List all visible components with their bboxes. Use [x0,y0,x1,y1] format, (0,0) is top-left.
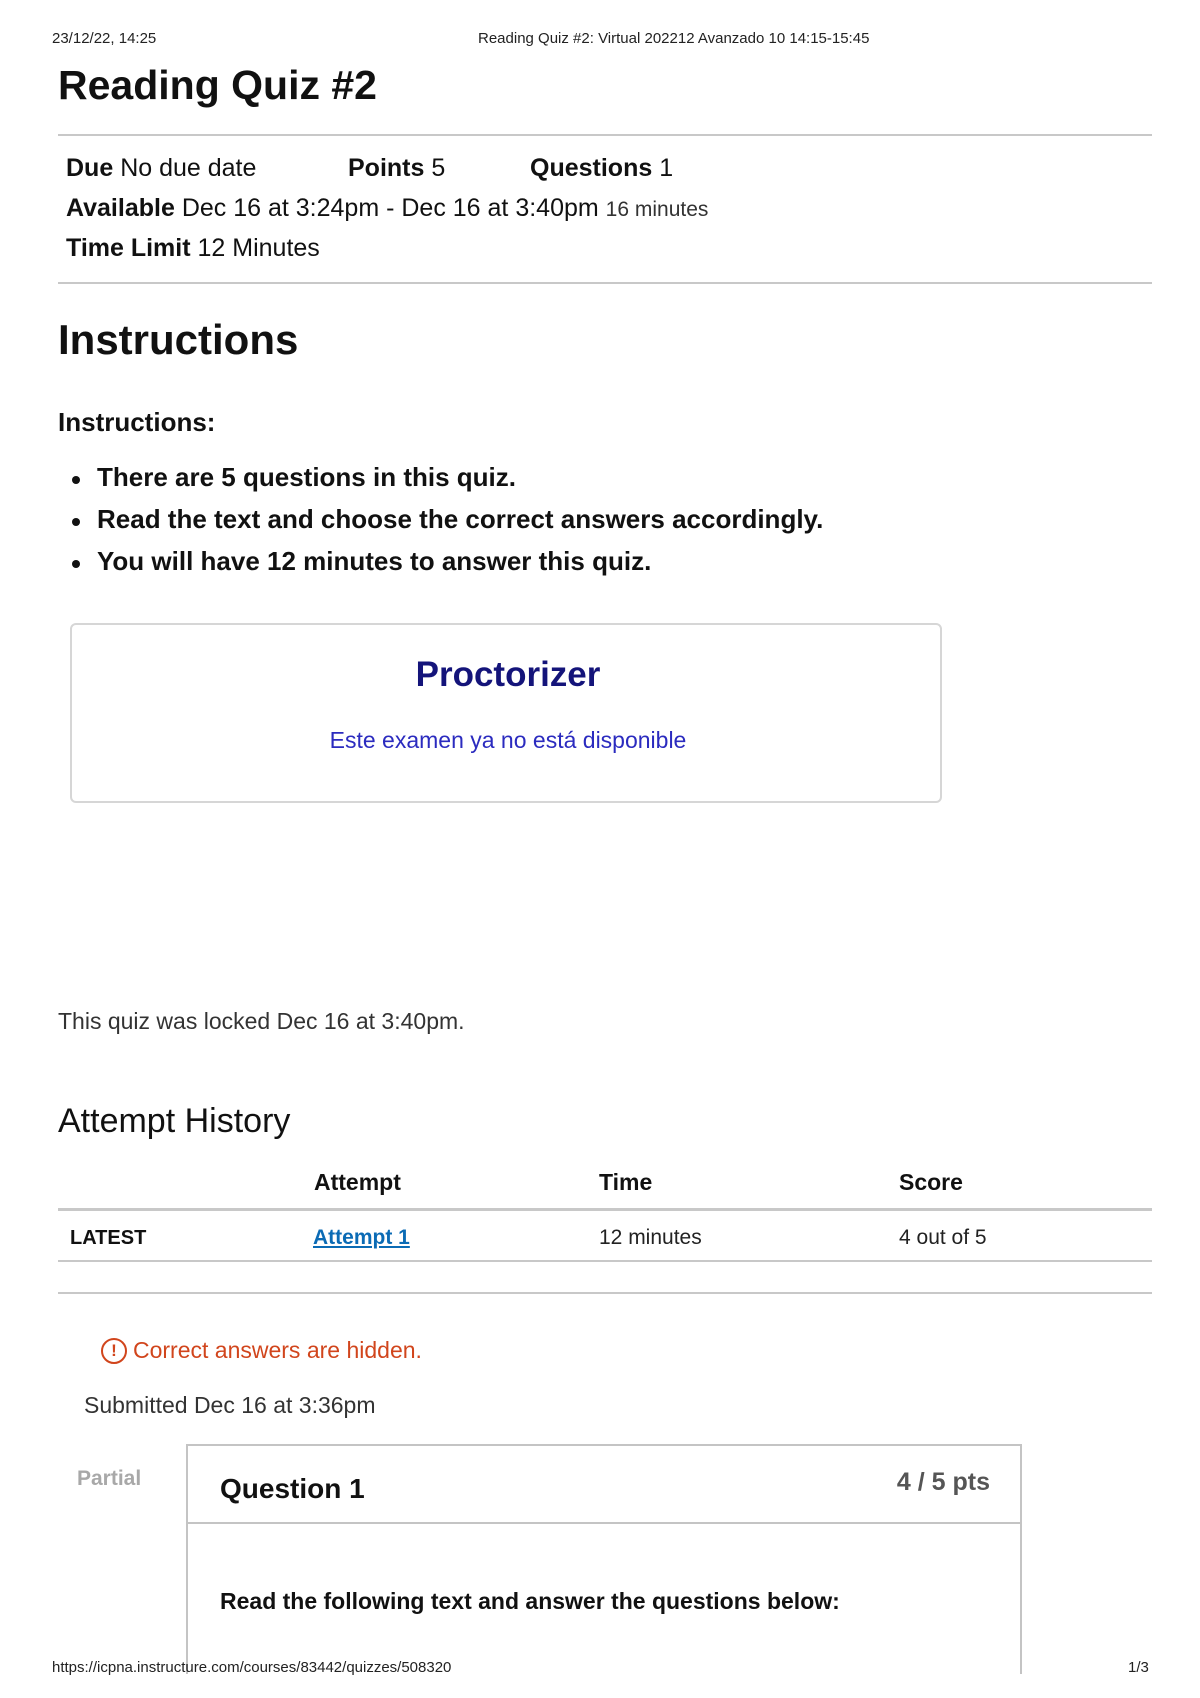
points-value: 5 [431,154,446,182]
divider [58,282,1152,284]
page-title: Reading Quiz #2 [58,62,377,108]
question-points: 4 / 5 pts [896,1468,990,1496]
list-item-text: Read the text and choose the correct answers accordingly. [97,504,824,534]
time-limit-value: 12 Minutes [197,234,320,262]
questions-label: Questions [530,154,653,182]
question-header [188,1446,1020,1524]
question-title: Question 1 [220,1473,365,1504]
print-datetime: 23/12/22, 14:25 [52,30,157,47]
questions-field [530,154,673,183]
proctorizer-message: Este examen ya no está disponible [329,727,687,753]
locked-message: This quiz was locked Dec 16 at 3:40pm. [58,1008,465,1034]
question-card [186,1444,1022,1674]
due-field [66,154,256,183]
available-label: Available [66,194,175,222]
list-item [58,462,823,504]
hidden-answers-note [101,1337,422,1364]
attempt-score: 4 out of 5 [899,1226,987,1249]
divider [58,1292,1152,1294]
divider [58,134,1152,136]
column-header-attempt: Attempt [314,1169,401,1195]
bullet-icon [72,476,80,484]
attempt-1-link[interactable]: Attempt 1 [313,1226,410,1249]
instructions-list [58,462,823,588]
latest-tag: LATEST [70,1227,147,1249]
points-field [348,154,445,183]
available-duration: 16 minutes [605,198,709,221]
available-field [66,194,708,223]
due-label: Due [66,154,114,182]
submitted-timestamp: Submitted Dec 16 at 3:36pm [84,1392,376,1418]
print-url: https://icpna.instructure.com/courses/83442/quizzes/508320 [52,1659,452,1676]
warning-icon: ! [101,1338,127,1364]
question-text: Read the following text and answer the questions below: [220,1588,840,1614]
list-item [58,546,823,588]
list-item-text: There are 5 questions in this quiz. [97,462,516,492]
due-value: No due date [120,154,257,182]
attempt-history-heading: Attempt History [58,1102,291,1140]
table-bottom-divider [58,1260,1152,1262]
table-row [58,1208,1152,1260]
question-status: Partial [77,1467,142,1490]
column-header-time: Time [599,1169,653,1195]
time-limit-field [66,234,320,263]
list-item-text: You will have 12 minutes to answer this quiz. [97,546,652,576]
instructions-label: Instructions: [58,407,216,437]
hidden-answers-text: Correct answers are hidden. [133,1337,422,1363]
time-limit-label: Time Limit [66,234,191,262]
bullet-icon [72,560,80,568]
points-label: Points [348,154,425,182]
list-item [58,504,823,546]
attempt-time: 12 minutes [599,1226,702,1249]
column-header-score: Score [899,1169,963,1195]
proctorizer-title: Proctorizer [415,655,601,694]
proctorizer-panel [70,623,942,803]
questions-value: 1 [659,154,674,182]
print-page-number: 1/3 [1128,1659,1149,1676]
print-page-title: Reading Quiz #2: Virtual 202212 Avanzado 10 14:15-15:45 [478,30,870,47]
instructions-heading: Instructions [58,316,299,363]
bullet-icon [72,518,80,526]
available-value: Dec 16 at 3:24pm - Dec 16 at 3:40pm [181,194,599,222]
